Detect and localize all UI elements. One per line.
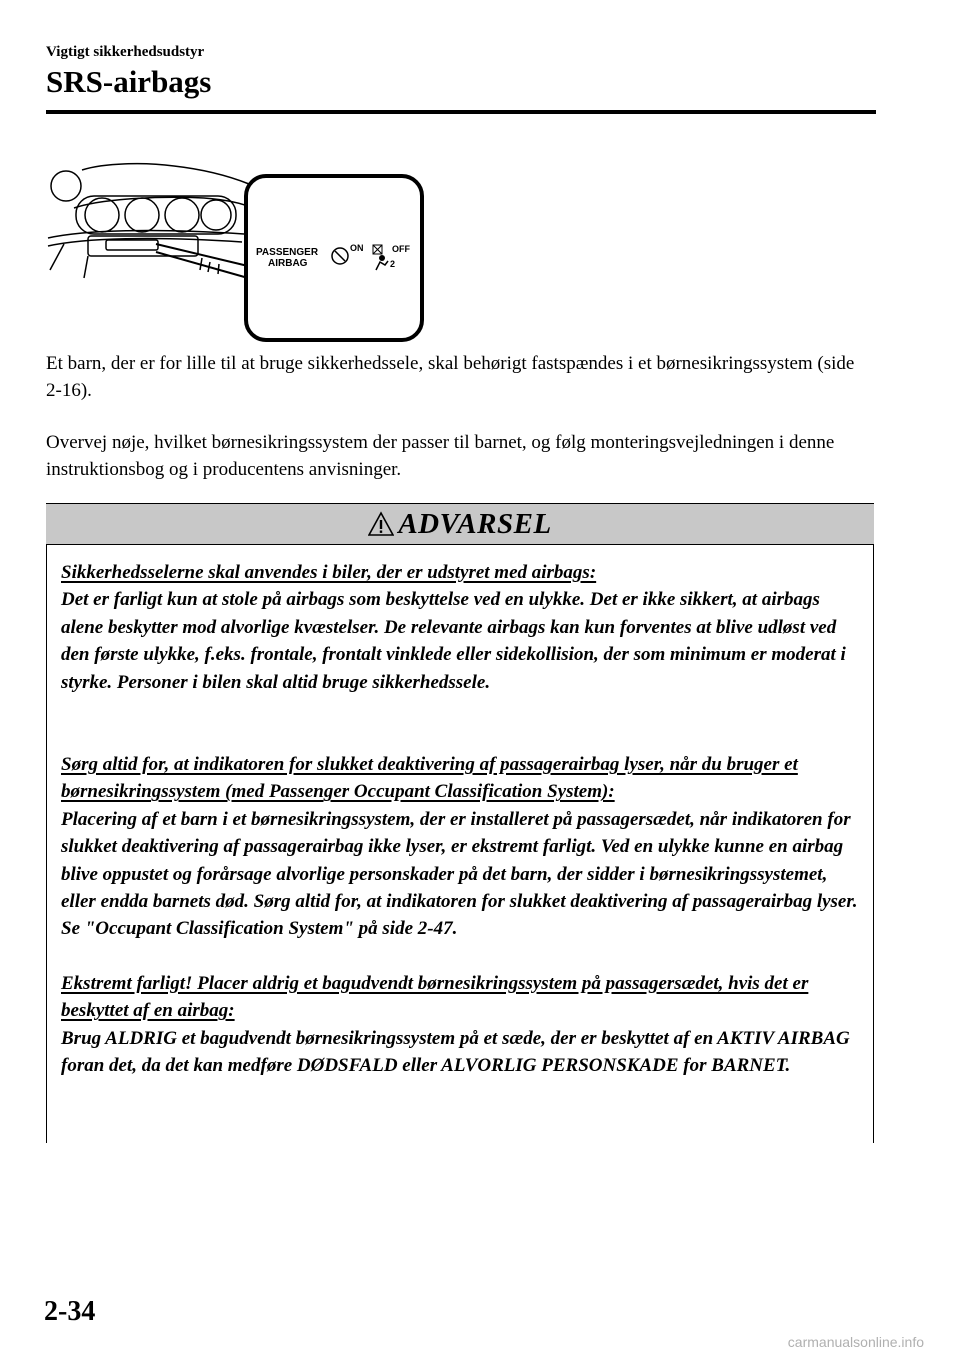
warning-item-2	[61, 751, 859, 943]
seated-person-icon	[379, 255, 385, 261]
dashboard-drawing	[48, 164, 252, 278]
warning-text: Placering af et barn i et børnesikringssystem, der er installeret på passagersædet, når indikatoren for slukket deaktivering af passagerairbag ikke lyser, er ekstremt farligt. Ved en ulykke kunne en airbag blive oppustet og forårsage alvorlige personskader på det barn, der sidder i børnesikringssystemet, eller endda barnets død. Sørg altid for, at indikatoren for slukket deaktivering af passagerairbag lyser.	[61, 808, 858, 913]
label-on: ON	[350, 243, 364, 253]
warning-item-1	[61, 559, 859, 696]
warning-reference: Se "Occupant Classification System" på side 2-47.	[61, 918, 458, 940]
warning-text: Brug ALDRIG et bagudvendt børnesikringssystem på et sæde, der er beskyttet af en AKTIV AIRBAG foran det, da det kan medføre DØDSFALD eller ALVORLIG PERSONSKADE for BARNET.	[61, 1027, 850, 1077]
label-airbag: AIRBAG	[268, 258, 308, 269]
instruction-paragraph: Overvej nøje, hvilket børnesikringssystem der passer til barnet, og følg monteringsvejledningen i denne instruktionsbog og i producentens anvisninger.	[46, 432, 835, 480]
warning-heading: Sørg altid for, at indikatoren for slukket deaktivering af passagerairbag lyser, når du bruger et børnesikringssystem (med Passenger Occupant Classification System):	[61, 754, 798, 803]
watermark: carmanualsonline.info	[787, 1334, 924, 1350]
title-divider	[46, 110, 876, 114]
section-label: Vigtigt sikkerhedsudstyr	[46, 44, 205, 60]
warning-text: Det er farligt kun at stole på airbags som beskyttelse ved en ulykke. Det er ikke sikkert, at airbags alene beskytter mod alvorlige kvæstelser. De relevante airbags kan kun forventes at blive udløst ved den første ulykke, f.eks. frontale, frontalt vinklede eller sidekollision, der som minimum er moderat i styrke. Personer i bilen skal altid bruge sikkerhedssele.	[61, 589, 846, 693]
warning-header	[46, 503, 874, 545]
warning-heading: Ekstremt farligt! Placer aldrig et bagudvendt børnesikringssystem på passagersædet, hvis det er beskyttet af en airbag:	[61, 972, 809, 1022]
label-passenger: PASSENGER	[256, 247, 319, 258]
warning-heading: Sikkerhedsselerne skal anvendes i biler, der er udstyret med airbags:	[61, 562, 597, 583]
page-title: SRS-airbags	[46, 64, 212, 99]
label-2: 2	[390, 259, 396, 269]
label-off: OFF	[392, 244, 410, 254]
warning-box	[46, 503, 874, 1143]
intro-paragraph: Et barn, der er for lille til at bruge sikkerhedssele, skal behørigt fastspændes i et børnesikringssystem (side 2-16).	[46, 353, 855, 401]
warning-item-3	[61, 970, 859, 1080]
warning-body	[46, 545, 874, 1143]
warning-title: ADVARSEL	[398, 507, 552, 540]
page-number: 2-34	[44, 1296, 96, 1327]
warning-triangle-icon	[368, 511, 394, 537]
airbag-indicator-illustration	[44, 158, 434, 344]
